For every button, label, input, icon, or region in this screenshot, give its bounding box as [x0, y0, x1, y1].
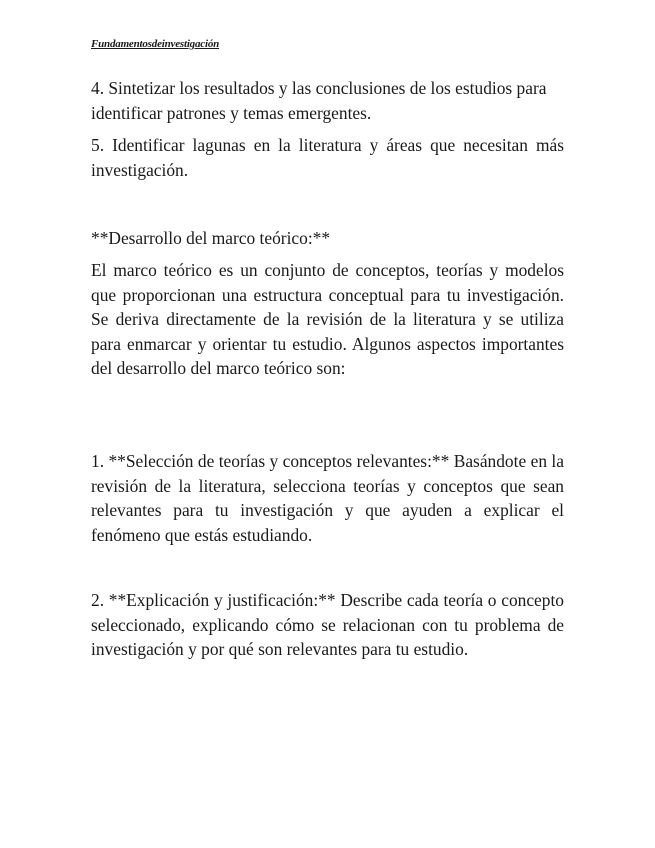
paragraph-step-5: 5. Identificar lagunas en la literatura y áreas que necesitan más investigación.	[91, 135, 564, 180]
running-header-title: Fundamentosdeinvestigación	[91, 38, 220, 50]
paragraph-aspect-1: 1. **Selección de teorías y conceptos relevantes:** Basándote en la revisión de la literatura, selecciona teorías y conceptos que sean relevantes para tu investigación y que ayuden a explicar el fenómeno que estás estudiando.	[91, 451, 564, 545]
paragraph-step-4: 4. Sintetizar los resultados y las conclusiones de los estudios para identificar patrones y temas emergentes.	[91, 78, 547, 123]
section-heading-marco-teorico: **Desarrollo del marco teórico:**	[91, 228, 331, 248]
paragraph-aspect-2: 2. **Explicación y justificación:** Describe cada teoría o concepto seleccionado, explicando cómo se relacionan con tu problema de investigación y por qué son relevantes para tu estudio.	[91, 590, 564, 660]
paragraph-marco-teorico-intro: El marco teórico es un conjunto de conceptos, teorías y modelos que proporcionan una estructura conceptual para tu investigación. Se deriva directamente de la revisión de la literatura y se utiliza para enmarcar y orientar tu estudio. Algunos aspectos importantes del desarrollo del marco teórico son:	[91, 260, 564, 379]
